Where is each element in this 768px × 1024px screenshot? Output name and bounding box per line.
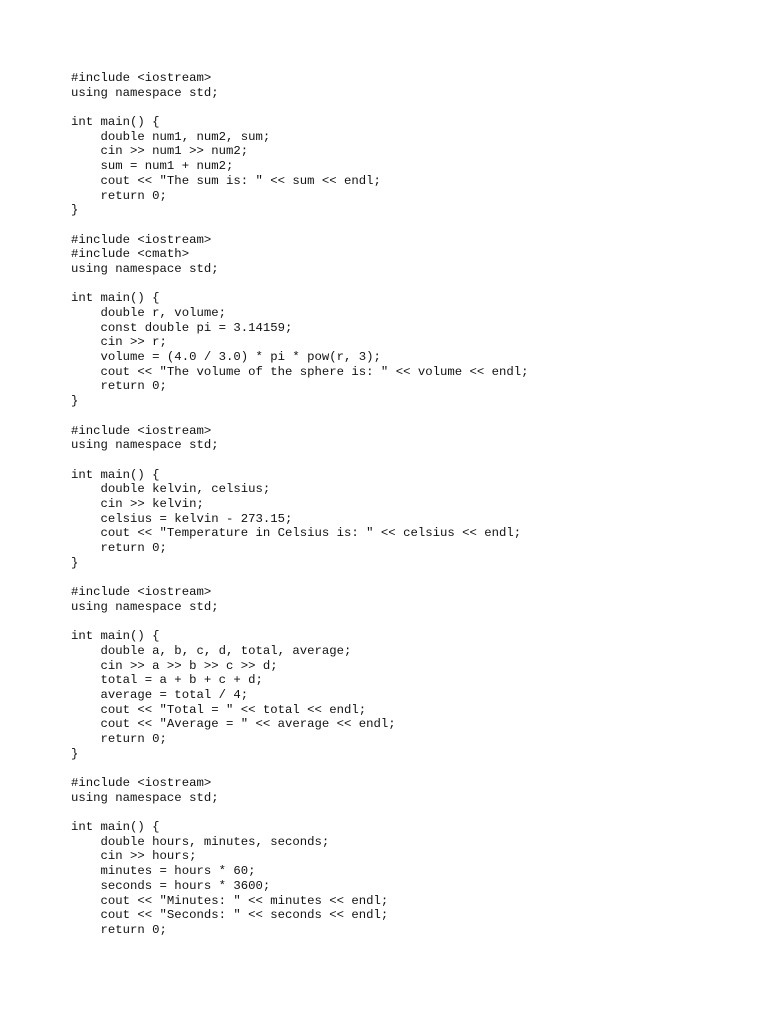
code-block-kelvin xyxy=(71,424,751,571)
code-line: double kelvin, celsius; xyxy=(71,482,271,497)
code-line: volume = (4.0 / 3.0) * pi * pow(r, 3); xyxy=(71,350,381,365)
code-line: total = a + b + c + d; xyxy=(71,673,263,688)
code-block-average xyxy=(71,585,751,761)
code-line: using namespace std; xyxy=(71,599,219,614)
code-line: return 0; xyxy=(71,541,167,555)
code-line: seconds = hours * 3600; xyxy=(71,878,271,893)
code-line: celsius = kelvin - 273.15; xyxy=(71,511,293,526)
code-line: #include <iostream> xyxy=(71,776,212,790)
code-line: cout << "The sum is: " << sum << endl; xyxy=(71,173,381,188)
code-line: return 0; xyxy=(71,379,167,394)
code-line: } xyxy=(71,203,79,218)
code-line: double hours, minutes, seconds; xyxy=(71,834,330,849)
code-line: return 0; xyxy=(71,188,167,203)
document-page xyxy=(71,71,751,952)
code-line: cin >> num1 >> num2; xyxy=(71,144,249,159)
code-line xyxy=(71,614,751,629)
code-line: #include <iostream> xyxy=(71,71,212,85)
code-line: const double pi = 3.14159; xyxy=(71,320,293,335)
code-line: cout << "Temperature in Celsius is: " << celsius << endl; xyxy=(71,526,522,541)
code-line: } xyxy=(71,555,79,570)
code-line: cout << "Total = " << total << endl; xyxy=(71,702,367,717)
code-line: #include <iostream> xyxy=(71,232,212,247)
code-line: sum = num1 + num2; xyxy=(71,159,234,174)
code-line: cout << "The volume of the sphere is: " << volume << endl; xyxy=(71,364,529,379)
code-line: } xyxy=(71,394,79,409)
code-line: double r, volume; xyxy=(71,306,226,320)
code-line: using namespace std; xyxy=(71,85,219,100)
code-line: double num1, num2, sum; xyxy=(71,129,271,144)
code-line: cout << "Seconds: " << seconds << endl; xyxy=(71,908,389,923)
code-line: int main() { xyxy=(71,820,160,835)
code-line: cin >> a >> b >> c >> d; xyxy=(71,658,278,673)
code-line: } xyxy=(71,746,79,761)
code-line: average = total / 4; xyxy=(71,687,249,702)
code-line: #include <cmath> xyxy=(71,247,190,262)
code-line: cout << "Average = " << average << endl; xyxy=(71,717,396,732)
code-line: cin >> r; xyxy=(71,335,167,350)
code-line: return 0; xyxy=(71,731,167,746)
code-line xyxy=(71,805,751,820)
code-line: int main() { xyxy=(71,467,160,482)
code-block-sum xyxy=(71,71,751,218)
code-line xyxy=(71,277,751,292)
code-line: cin >> hours; xyxy=(71,849,197,864)
code-line: cin >> kelvin; xyxy=(71,496,204,511)
code-line: cout << "Minutes: " << minutes << endl; xyxy=(71,893,389,908)
code-line: int main() { xyxy=(71,629,160,644)
code-line: #include <iostream> xyxy=(71,423,212,438)
code-line: using namespace std; xyxy=(71,790,219,805)
code-block-time-conversion xyxy=(71,776,751,938)
code-line: using namespace std; xyxy=(71,261,219,276)
code-line: using namespace std; xyxy=(71,438,219,453)
code-line: minutes = hours * 60; xyxy=(71,864,256,879)
code-line: int main() { xyxy=(71,115,160,130)
code-block-sphere-volume xyxy=(71,233,751,409)
code-line: int main() { xyxy=(71,291,160,306)
code-line xyxy=(71,453,751,468)
code-line: #include <iostream> xyxy=(71,585,212,600)
code-line: return 0; xyxy=(71,922,167,937)
code-line: double a, b, c, d, total, average; xyxy=(71,643,352,658)
code-line xyxy=(71,100,751,115)
